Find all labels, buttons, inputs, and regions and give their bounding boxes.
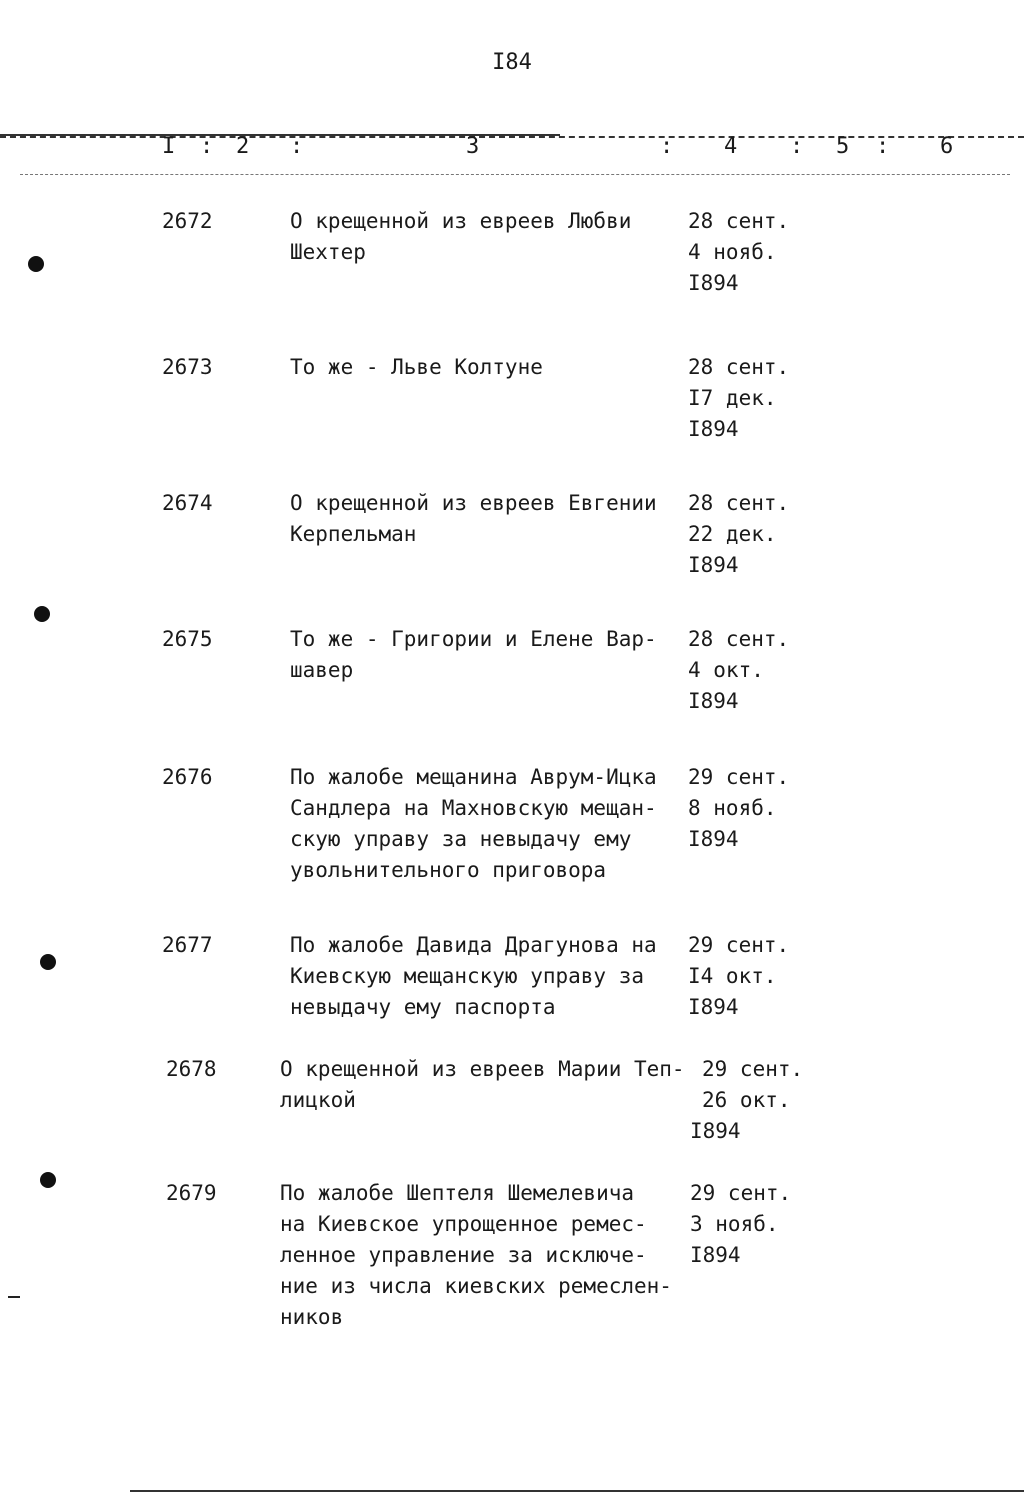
record-dates — [688, 624, 789, 717]
description-line: То же - Льве Колтуне — [290, 355, 543, 379]
date-year: I894 — [688, 417, 739, 441]
page-number: I84 — [492, 50, 532, 75]
description-line: шавер — [290, 658, 354, 682]
record-number: 2673 — [162, 355, 213, 379]
date-start: 28 сент. — [688, 491, 790, 515]
record-dates — [688, 930, 789, 1023]
record-number: 2676 — [162, 765, 213, 789]
date-year: I894 — [690, 1119, 741, 1143]
record-description — [280, 1054, 700, 1116]
record-description — [290, 488, 680, 550]
description-line: увольнительного приговора — [290, 858, 607, 882]
date-end: 4 нояб. — [688, 240, 777, 264]
date-year: I894 — [688, 689, 739, 713]
date-end: 8 нояб. — [688, 796, 777, 820]
date-start: 28 сент. — [688, 627, 790, 651]
record-dates — [688, 488, 789, 581]
description-line: То же - Григории и Елене Вар- — [290, 627, 657, 651]
description-line: ние из числа киевских ремеслен- — [280, 1274, 672, 1298]
date-end: 3 нояб. — [690, 1212, 779, 1236]
record-description — [280, 1178, 700, 1333]
date-year: I894 — [690, 1243, 741, 1267]
description-line: Керпельман — [290, 522, 417, 546]
description-line: ников — [280, 1305, 344, 1329]
date-end: I4 окт. — [688, 964, 777, 988]
date-start: 29 сент. — [688, 765, 790, 789]
record-number: 2675 — [162, 627, 213, 651]
description-line: Шехтер — [290, 240, 366, 264]
margin-mark — [8, 1296, 20, 1298]
date-year: I894 — [688, 827, 739, 851]
description-line: лицкой — [280, 1088, 356, 1112]
record-description — [290, 930, 680, 1023]
record-dates — [690, 1054, 804, 1147]
record-number: 2674 — [162, 491, 213, 515]
record-number: 2679 — [166, 1181, 217, 1205]
record-description — [290, 624, 680, 686]
date-end: 4 окт. — [688, 658, 764, 682]
description-line: О крещенной из евреев Марии Теп- — [280, 1057, 685, 1081]
record-description — [290, 762, 680, 886]
punch-hole — [34, 606, 50, 622]
description-line: По жалобе Давида Драгунова на — [290, 933, 657, 957]
punch-hole — [40, 1172, 56, 1188]
column-header-sep-5: : — [876, 134, 890, 159]
column-header-5: 5 — [836, 134, 850, 159]
record-number: 2678 — [166, 1057, 217, 1081]
column-header-6: 6 — [940, 134, 954, 159]
punch-hole — [28, 256, 44, 272]
header-bottom-rule — [20, 174, 1010, 175]
record-number: 2677 — [162, 933, 213, 957]
record-description — [290, 352, 680, 383]
date-end: 22 дек. — [688, 522, 777, 546]
record-number: 2672 — [162, 209, 213, 233]
column-header-1: I — [162, 134, 176, 159]
date-year: I894 — [688, 553, 739, 577]
description-line: Сандлера на Махновскую мещан- — [290, 796, 657, 820]
description-line: на Киевское упрощенное ремес- — [280, 1212, 647, 1236]
date-year: I894 — [688, 995, 739, 1019]
description-line: По жалобе мещанина Аврум-Ицка — [290, 765, 657, 789]
description-line: О крещенной из евреев Евгении — [290, 491, 657, 515]
date-start: 29 сент. — [690, 1181, 792, 1205]
column-header-4: 4 — [724, 134, 738, 159]
date-start: 28 сент. — [688, 209, 790, 233]
footer-rule — [130, 1490, 1024, 1492]
header-top-dashed-rule — [0, 136, 1024, 138]
description-line: По жалобе Шептеля Шемелевича — [280, 1181, 635, 1205]
date-year: I894 — [688, 271, 739, 295]
date-end: I7 дек. — [688, 386, 777, 410]
description-line: О крещенной из евреев Любви — [290, 209, 632, 233]
record-description — [290, 206, 680, 268]
column-header-sep-1: : — [200, 134, 214, 159]
punch-hole — [40, 954, 56, 970]
date-end: 26 окт. — [702, 1088, 791, 1112]
record-dates — [688, 206, 789, 299]
column-header-2: 2 — [236, 134, 250, 159]
column-header-3: 3 — [466, 134, 480, 159]
date-start: 29 сент. — [702, 1057, 804, 1081]
record-dates — [690, 1178, 791, 1271]
record-dates — [688, 352, 789, 445]
column-header-sep-4: : — [790, 134, 804, 159]
description-line: Киевскую мещанскую управу за — [290, 964, 645, 988]
column-header-sep-3: : — [660, 134, 674, 159]
date-start: 29 сент. — [688, 933, 790, 957]
description-line: ленное управление за исключе- — [280, 1243, 647, 1267]
date-start: 28 сент. — [688, 355, 790, 379]
description-line: скую управу за невыдачу ему — [290, 827, 632, 851]
record-dates — [688, 762, 789, 855]
description-line: невыдачу ему паспорта — [290, 995, 556, 1019]
column-header-sep-2: : — [290, 134, 304, 159]
